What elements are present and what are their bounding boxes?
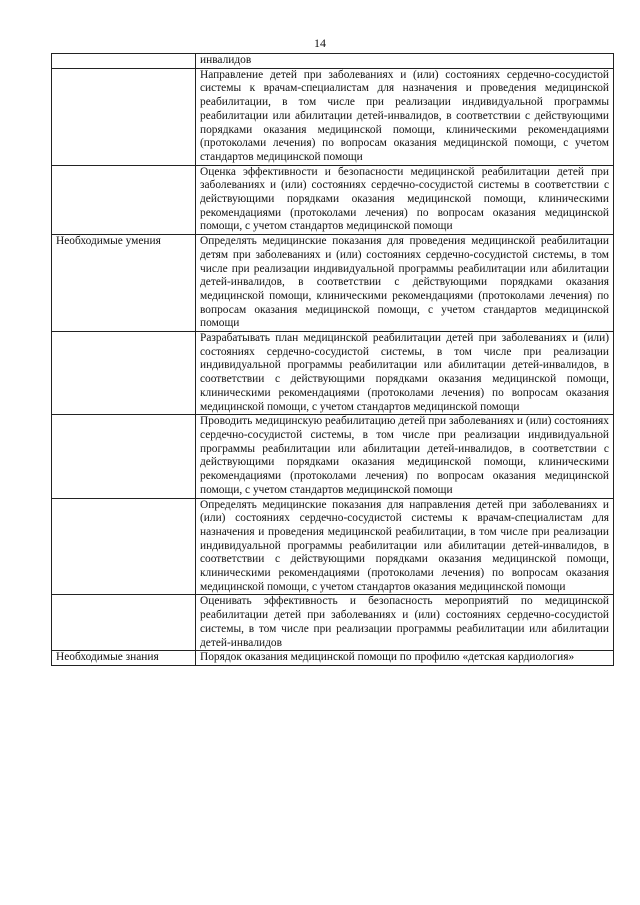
table-row bbox=[52, 68, 614, 165]
row-label-cell bbox=[52, 415, 196, 498]
row-text-cell: Порядок оказания медицинской помощи по профилю «детская кардиология» bbox=[196, 651, 614, 666]
knowledge-label-cell: Необходимые знания bbox=[52, 651, 196, 666]
row-label-cell bbox=[52, 498, 196, 595]
table-row bbox=[52, 415, 614, 498]
row-label-cell bbox=[52, 165, 196, 235]
row-text-cell: Оценка эффективности и безопасности медицинской реабилитации детей при заболеваниях и (или) состояниях сердечно-сосудистой системы в соответствии с действующими порядками оказания медицинской помощи, клиническими рекомендациями (протоколами лечения) по вопросам оказания медицинской помощи, с учетом стандартов медицинской помощи bbox=[196, 165, 614, 235]
row-label-cell bbox=[52, 595, 196, 651]
table-row bbox=[52, 651, 614, 666]
table-row bbox=[52, 595, 614, 651]
row-text-cell: Направление детей при заболеваниях и (или) состояниях сердечно-сосудистой системы к врачам-специалистам для назначения и проведения медицинской реабилитации, в том числе при реализации индивидуальной программы реабилитации или абилитации детей-инвалидов, в соответствии с действующими порядками оказания медицинской помощи, клиническими рекомендациями (протоколами лечения) по вопросам оказания медицинской помощи, с учетом стандартов медицинской помощи bbox=[196, 68, 614, 165]
row-text-cell: Определять медицинские показания для направления детей при заболеваниях и (или) состояниях сердечно-сосудистой системы к врачам-специалистам для назначения и проведения медицинской реабилитации, в том числе при реализации индивидуальной программы реабилитации или абилитации детей-инвалидов, в соответствии с действующими порядками оказания медицинской помощи, клиническими рекомендациями (протоколами лечения) по вопросам оказания медицинской помощи, с учетом стандартов оказания медицинской помощи bbox=[196, 498, 614, 595]
row-text-cell: Определять медицинские показания для проведения медицинской реабилитации детям при заболеваниях и (или) состояниях сердечно-сосудистой системы, в том числе при реализации индивидуальной программы реабилитации или абилитации детей-инвалидов, в соответствии с действующими порядками оказания медицинской помощи, клиническими рекомендациями (протоколами лечения) по вопросам оказания медицинской помощи, с учетом стандартов медицинской помощи bbox=[196, 235, 614, 332]
row-label-cell bbox=[52, 54, 196, 69]
requirements-table bbox=[51, 53, 614, 666]
page-number: 14 bbox=[314, 36, 326, 50]
table-row bbox=[52, 498, 614, 595]
table-row bbox=[52, 235, 614, 332]
table-row bbox=[52, 165, 614, 235]
skills-label-cell: Необходимые умения bbox=[52, 235, 196, 332]
row-text-cell: Разрабатывать план медицинской реабилитации детей при заболеваниях и (или) состояниях сердечно-сосудистой системы, в том числе при реализации индивидуальной программы реабилитации или абилитации детей-инвалидов, в соответствии с действующими порядками оказания медицинской помощи, клиническими рекомендациями (протоколами лечения) по вопросам оказания медицинской помощи, с учетом стандартов медицинской помощи bbox=[196, 332, 614, 415]
table-row bbox=[52, 332, 614, 415]
row-text-cell: Оценивать эффективность и безопасность мероприятий по медицинской реабилитации детей при заболеваниях и (или) состояниях сердечно-сосудистой системы, в том числе при реализации программы реабилитации или абилитации детей-инвалидов bbox=[196, 595, 614, 651]
row-text-cell: инвалидов bbox=[196, 54, 614, 69]
row-text-cell: Проводить медицинскую реабилитацию детей при заболеваниях и (или) состояниях сердечно-сосудистой системы, в том числе при реализации индивидуальной программы реабилитации или абилитации детей-инвалидов, в соответствии с действующими порядками оказания медицинской помощи, клиническими рекомендациями (протоколами лечения) по вопросам оказания медицинской помощи, с учетом стандартов медицинской помощи bbox=[196, 415, 614, 498]
row-label-cell bbox=[52, 68, 196, 165]
row-label-cell bbox=[52, 332, 196, 415]
table-row bbox=[52, 54, 614, 69]
